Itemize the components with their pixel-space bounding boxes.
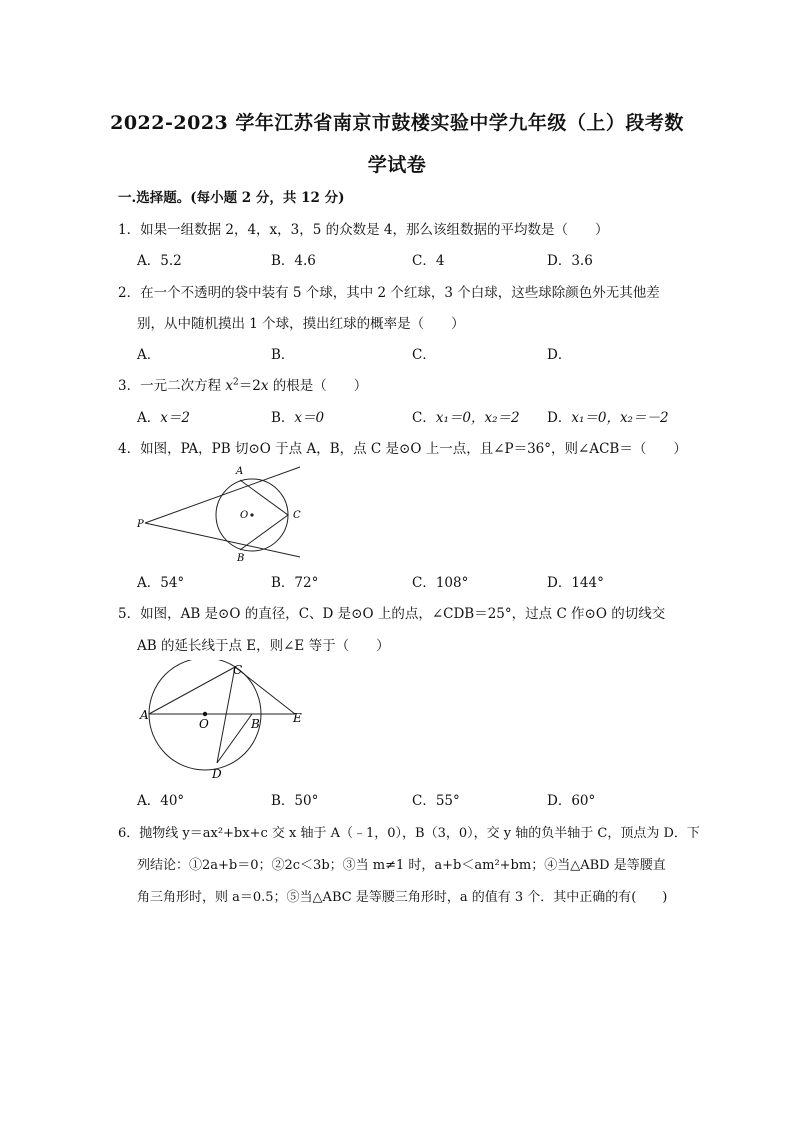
question-6-text-line3: 角三角形时，则 a＝0.5；⑤当△ABC 是等腰三角形时，a 的值有 3 个．其中正确的有( ) (137, 890, 668, 905)
q5-chords (149, 667, 252, 763)
q3-option-a-expr: x＝2 (160, 410, 190, 426)
question-2-text-line2: 别，从中随机摸出 1 个球，摸出红球的概率是（ ） (137, 316, 465, 332)
q4-tangent-pb (145, 523, 300, 557)
q5-label-o: O (199, 717, 209, 731)
question-6-text-line2: 列结论：①2a+b＝0；②2c＜3b；③当 m≠1 时，a+b＜am²+bm；④当△ABD 是等腰直 (137, 858, 666, 873)
q5-option-b[interactable]: B．50° (271, 793, 319, 809)
q3-option-c[interactable] (412, 406, 520, 426)
q5-label-d: D (212, 767, 222, 781)
q3-exponent: 2 (233, 377, 239, 388)
question-5-text-line1: 5．如图，AB 是⊙O 的直径，C、D 是⊙O 上的点，∠CDB＝25°，过点 C 作⊙O 的切线交 (118, 606, 666, 622)
q1-option-b[interactable]: B．4.6 (271, 253, 316, 269)
q4-option-d[interactable]: D．144° (547, 575, 604, 591)
q3-var: x (225, 378, 234, 394)
q3-option-b[interactable] (271, 406, 324, 426)
q3-prefix: 3．一元二次方程 (118, 378, 226, 394)
q1-option-a[interactable]: A．5.2 (137, 253, 182, 269)
q5-label-b: B (251, 717, 260, 731)
q1-option-c[interactable]: C．4 (412, 253, 445, 269)
q4-center-dot (250, 513, 253, 516)
q4-label-a: A (236, 466, 244, 477)
question-5-text-line2: AB 的延长线于点 E，则∠E 等于（ ） (137, 638, 390, 654)
q5-label-a: A (140, 708, 149, 722)
q5-center-dot (203, 712, 207, 716)
question-4-options (137, 571, 697, 589)
exam-title-line1: 2022-2023 学年江苏省南京市鼓楼实验中学九年级（上）段考数 (110, 112, 684, 134)
question-3-options (137, 406, 697, 424)
q4-option-b[interactable]: B．72° (271, 575, 319, 591)
exam-title-line2: 学试卷 (367, 154, 427, 176)
question-5-options (137, 789, 697, 807)
q2-option-a[interactable]: A． (137, 347, 161, 363)
question-1-text: 1．如果一组数据 2，4，x，3，5 的众数是 4，那么该组数据的平均数是（ ） (118, 222, 609, 238)
q3-option-b-label: B． (271, 410, 295, 426)
q5-option-a[interactable]: A．40° (137, 793, 185, 809)
q5-tangent-ce (235, 667, 295, 714)
q1-option-d[interactable]: D．3.6 (547, 253, 593, 269)
section-heading: 一.选择题。(每小题 2 分，共 12 分) (118, 190, 345, 206)
question-2-options (137, 343, 697, 361)
q5-label-e: E (293, 711, 302, 725)
question-5-figure (135, 660, 310, 782)
q4-option-a[interactable]: A．54° (137, 575, 185, 591)
q4-label-b: B (237, 553, 245, 564)
question-3-text (118, 374, 367, 394)
q3-option-d-expr: x₁＝0，x₂＝－2 (571, 410, 669, 426)
q2-option-b[interactable]: B． (271, 347, 295, 363)
q3-option-d-label: D． (547, 410, 572, 426)
q3-option-a-label: A． (137, 410, 161, 426)
q3-option-c-label: C． (412, 410, 436, 426)
q5-label-c: C (233, 663, 243, 677)
q5-option-d[interactable]: D．60° (547, 793, 596, 809)
q3-option-c-expr: x₁＝0，x₂＝2 (435, 410, 520, 426)
q3-option-b-expr: x＝0 (294, 410, 325, 426)
q4-option-c[interactable]: C．108° (412, 575, 469, 591)
q4-label-o: O (240, 510, 249, 521)
q4-label-c: C (293, 510, 301, 521)
q3-suffix: 的根是（ ） (268, 378, 368, 394)
question-4-figure (135, 460, 310, 570)
question-1-options (137, 249, 697, 267)
q4-label-p: P (137, 519, 144, 530)
question-2-text-line1: 2．在一个不透明的袋中装有 5 个球，其中 2 个红球，3 个白球，这些球除颜色外无其他差 (118, 285, 660, 301)
question-6-text-line1: 6．抛物线 y＝ax²+bx+c 交 x 轴于 A（﹣1，0），B（3，0），交 y 轴的负半轴于 C，顶点为 D．下 (118, 826, 700, 841)
q4-tangent-pa (145, 467, 300, 523)
q3-option-a[interactable] (137, 406, 190, 426)
q2-option-c[interactable]: C． (412, 347, 436, 363)
q3-option-d[interactable] (547, 406, 669, 426)
q3-var2: x (260, 378, 269, 394)
question-4-text: 4．如图，PA，PB 切⊙O 于点 A，B，点 C 是⊙O 上一点，且∠P＝36°，则∠ACB＝（ ） (118, 441, 687, 457)
q3-equals: ＝2 (238, 378, 261, 394)
q5-option-c[interactable]: C．55° (412, 793, 460, 809)
q2-option-d[interactable]: D． (547, 347, 572, 363)
